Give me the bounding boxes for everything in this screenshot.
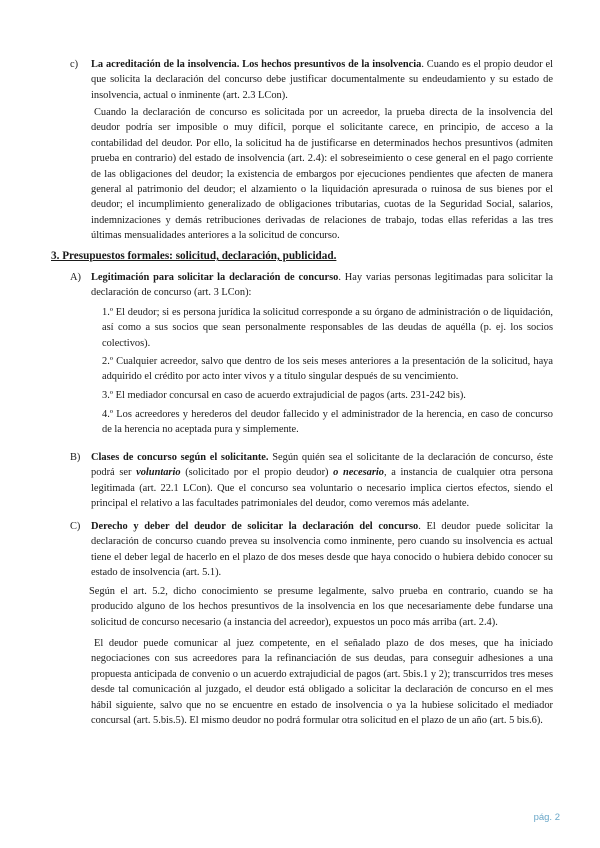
section-cc-paragraph-3: El deudor puede comunicar al juez competente, en el señalado plazo de dos meses, que ha iniciado negociaciones con sus acreedores para la refinanciación de sus deudas, para conseguir adhesiones a una propuesta anticipada de convenio o un acuerdo extrajudicial de pagos (art. 5bis.1 y 2); transcurridos tres meses desde tal comunicación al juzgado, el deudor está obligado a solicitar la declaración de concurso en el mes hábil siguiente, salvo que no se encuentre en estado de insolvencia o ya la hubiese solicitado el mediador concursal (art. 5.bis.5). El mismo deudor no podrá formular otra solicitud en el plazo de un año (art. 5 bis.6).	[91, 638, 553, 727]
section-cc-title: Derecho y deber del deudor de solicitar la declaración del concurso	[91, 521, 419, 532]
section-c-paragraph-2: Cuando la declaración de concurso es solicitada por un acreedor, la prueba directa de la insolvencia del deudor podría ser imposible o muy difícil, porque el solicitante carece, en principio, de acceso a la contabilidad del deudor. Por ello, la solicitud ha de justificarse en determinados hechos presuntivos (admiten prueba en contrario) del estado de insolvencia (art. 2.4): el sobreseimiento o cese general en el pago corriente de las obligaciones del deudor; la existencia de embargos por ejecuciones pendientes que afecten de manera general al patrimonio del deudor; el alzamiento o la liquidación apresurada o ruinosa de sus bienes por el deudor; el incumplimiento generalizado de obligaciones tributarias, cuotas de la Seguridad Social, salarios, indemnizaciones y demás retribuciones derivadas de relaciones de trabajo, todas ellas referidas a las tres últimas mensualidades anteriores a la solicitud de concurso.	[91, 107, 553, 242]
section-a-title: Legitimación para solicitar la declaración de concurso	[91, 272, 339, 283]
necessary-term: o necesario	[333, 467, 384, 479]
section-c-paragraph-1	[91, 57, 553, 103]
legitimated-item-1: 1.º El deudor; si es persona jurídica la solicitud corresponde a su órgano de administración o de liquidación, así como a sus socios que sean personalmente responsables de las deudas de aquélla (p. ej. los socios colectivos).	[102, 307, 553, 349]
section-cc-paragraph-2: Según el art. 5.2, dicho conocimiento se presume legalmente, salvo prueba en contrario, cuando se ha producido alguno de los hechos presuntivos de la insolvencia en los que necesariamente debe fundarse una solicitud de concurso necesario (a instancia del acreedor), expuestos un poco más arriba (art. 2.4).	[89, 586, 553, 628]
section-cc-paragraph-1: Derecho y deber del deudor de solicitar la declaración del concurso. El deudor puede solicitar la declaración de concurso cuando prevea su insolvencia como inminente, pero cuando su insolvencia es actual tiene el deber legal de hacerlo en el plazo de dos meses desde que haya conocido o hubiera debido conocer su estado de insolvencia (art. 5.1).	[91, 521, 554, 579]
section-b-marker: B)	[70, 452, 81, 463]
section-3-heading: 3. Presupuestos formales: solicitud, declaración, publicidad.	[51, 250, 337, 262]
legitimated-item-2: 2.º Cualquier acreedor, salvo que dentro de los seis meses anteriores a la presentación de la solicitud, haya adquirido el crédito por acto inter vivos y a título singular después de su vencimiento.	[102, 356, 553, 383]
section-a-paragraph	[91, 270, 553, 301]
section-b-paragraph: Clases de concurso según el solicitante. Según quién sea el solicitante de la declaración de concurso, éste podrá ser voluntario (solicitado por el propio deudor) o necesario, a instancia de cualquier otra persona legitimada (art. 22.1 LCon). Que el concurso sea voluntario o necesario implica ciertos efectos, siendo el principal el relativo a las facultades patrimoniales del deudor, como veremos más adelante.	[91, 452, 554, 510]
section-b-title: Clases de concurso según el solicitante.	[91, 452, 269, 463]
section-c-upper-marker: C)	[70, 521, 81, 532]
section-a-marker: A)	[70, 272, 81, 283]
voluntary-term: voluntario	[136, 467, 181, 479]
page-number: pág. 2	[533, 812, 560, 823]
legitimated-item-3: 3.º El mediador concursal en caso de acuerdo extrajudicial de pagos (arts. 231-242 bis).	[102, 390, 466, 401]
section-a-text: . Hay varias personas legitimadas para solicitar la declaración de concurso (art. 3 LCon):	[91, 272, 553, 299]
section-c-title: La acreditación de la insolvencia. Los hechos presuntivos de la insolvencia	[91, 59, 422, 70]
section-c-text: . Cuando es el propio deudor el que solicita la declaración del concurso debe justificar documentalmente su endeudamiento y su estado de insolvencia, actual o inminente (art. 2.3 LCon).	[91, 59, 553, 101]
legitimated-item-4: 4.º Los acreedores y herederos del deudor fallecido y el administrador de la herencia, en caso de concurso de la herencia no aceptada pura y simplemente.	[102, 409, 553, 436]
section-c-marker: c)	[70, 59, 79, 70]
